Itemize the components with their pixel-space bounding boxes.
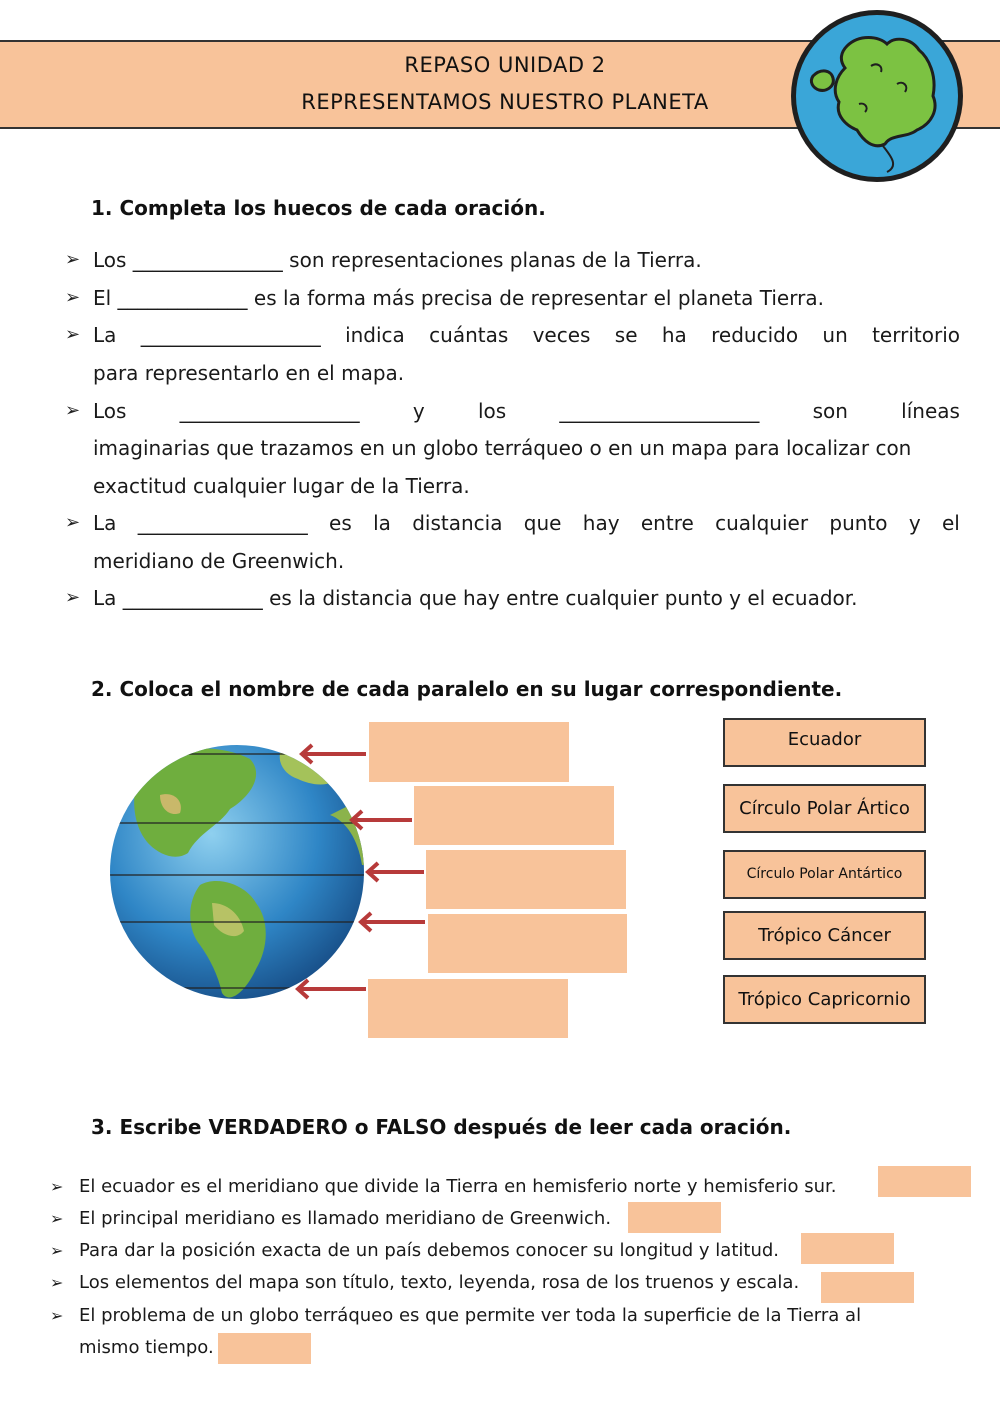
drop-zone-parallel-5[interactable] [368, 979, 568, 1038]
bullet-arrow-icon: ➢ [65, 512, 81, 533]
statement-text: El ecuador es el meridiano que divide la Tierra en hemisferio norte y hemisferio sur. [79, 1176, 837, 1197]
drop-zone-parallel-2[interactable] [414, 786, 614, 845]
sentence-text: La __________________ indica cuántas veces se ha reducido un territorio [93, 323, 960, 347]
bullet-arrow-icon: ➢ [50, 1241, 64, 1260]
answer-box-4[interactable] [821, 1272, 914, 1303]
answer-box-5[interactable] [218, 1333, 311, 1364]
bullet-arrow-icon: ➢ [65, 400, 81, 421]
bullet-arrow-icon: ➢ [65, 587, 81, 608]
arrow-left-icon [362, 860, 424, 884]
drop-zone-parallel-4[interactable] [428, 914, 627, 973]
section2-title: 2. Coloca el nombre de cada paralelo en su lugar correspondiente. [91, 677, 843, 701]
bullet-arrow-icon: ➢ [50, 1209, 64, 1228]
card-tropico-capricornio[interactable]: Trópico Capricornio [723, 975, 926, 1024]
header-title-line1: REPASO UNIDAD 2 [404, 53, 606, 77]
card-circulo-polar-artico[interactable]: Círculo Polar Ártico [723, 784, 926, 833]
bullet-arrow-icon: ➢ [65, 287, 81, 308]
arrow-left-icon [296, 742, 366, 766]
card-circulo-polar-antartico[interactable]: Círculo Polar Antártico [723, 850, 926, 899]
sentence-text: Los __________________ y los ____________________ son líneas [93, 399, 960, 423]
section3-title: 3. Escribe VERDADERO o FALSO después de leer cada oración. [91, 1115, 792, 1139]
sentence-text: Los _______________ son representaciones planas de la Tierra. [93, 248, 702, 272]
drop-zone-parallel-3[interactable] [426, 850, 626, 909]
card-ecuador[interactable]: Ecuador [723, 718, 926, 767]
section1-title: 1. Completa los huecos de cada oración. [91, 196, 546, 220]
sentence-3-continuation: para representarlo en el mapa. [93, 361, 405, 385]
answer-box-3[interactable] [801, 1233, 894, 1264]
sentence-text: El _____________ es la forma más precisa de representar el planeta Tierra. [93, 286, 824, 310]
arrow-left-icon [355, 910, 425, 934]
statement-text: Los elementos del mapa son título, texto, leyenda, rosa de los truenos y escala. [79, 1272, 800, 1293]
europe-globe-icon [787, 6, 967, 186]
statement-text: mismo tiempo. [79, 1337, 214, 1358]
sentence-text: La ______________ es la distancia que hay entre cualquier punto y el ecuador. [93, 586, 858, 610]
sentence-5-continuation: meridiano de Greenwich. [93, 549, 345, 573]
bullet-arrow-icon: ➢ [50, 1177, 64, 1196]
drop-zone-parallel-1[interactable] [369, 722, 569, 782]
arrow-left-icon [292, 977, 366, 1001]
statement-text: El principal meridiano es llamado meridiano de Greenwich. [79, 1208, 612, 1229]
sentence-text: La _________________ es la distancia que hay entre cualquier punto y el [93, 511, 960, 535]
card-tropico-cancer[interactable]: Trópico Cáncer [723, 911, 926, 960]
earth-globe-icon [100, 735, 375, 1010]
bullet-arrow-icon: ➢ [65, 324, 81, 345]
header-title-line2: REPRESENTAMOS NUESTRO PLANETA [301, 90, 709, 114]
statement-text: El problema de un globo terráqueo es que permite ver toda la superficie de la Tierra al [79, 1305, 862, 1326]
bullet-arrow-icon: ➢ [65, 249, 81, 270]
bullet-arrow-icon: ➢ [50, 1273, 64, 1292]
arrow-left-icon [346, 808, 412, 832]
sentence-4-continuation-2: exactitud cualquier lugar de la Tierra. [93, 474, 470, 498]
bullet-arrow-icon: ➢ [50, 1306, 64, 1325]
sentence-4-continuation-1: imaginarias que trazamos en un globo terráqueo o en un mapa para localizar con [93, 436, 912, 460]
answer-box-2[interactable] [628, 1202, 721, 1233]
answer-box-1[interactable] [878, 1166, 971, 1197]
statement-text: Para dar la posición exacta de un país debemos conocer su longitud y latitud. [79, 1240, 779, 1261]
